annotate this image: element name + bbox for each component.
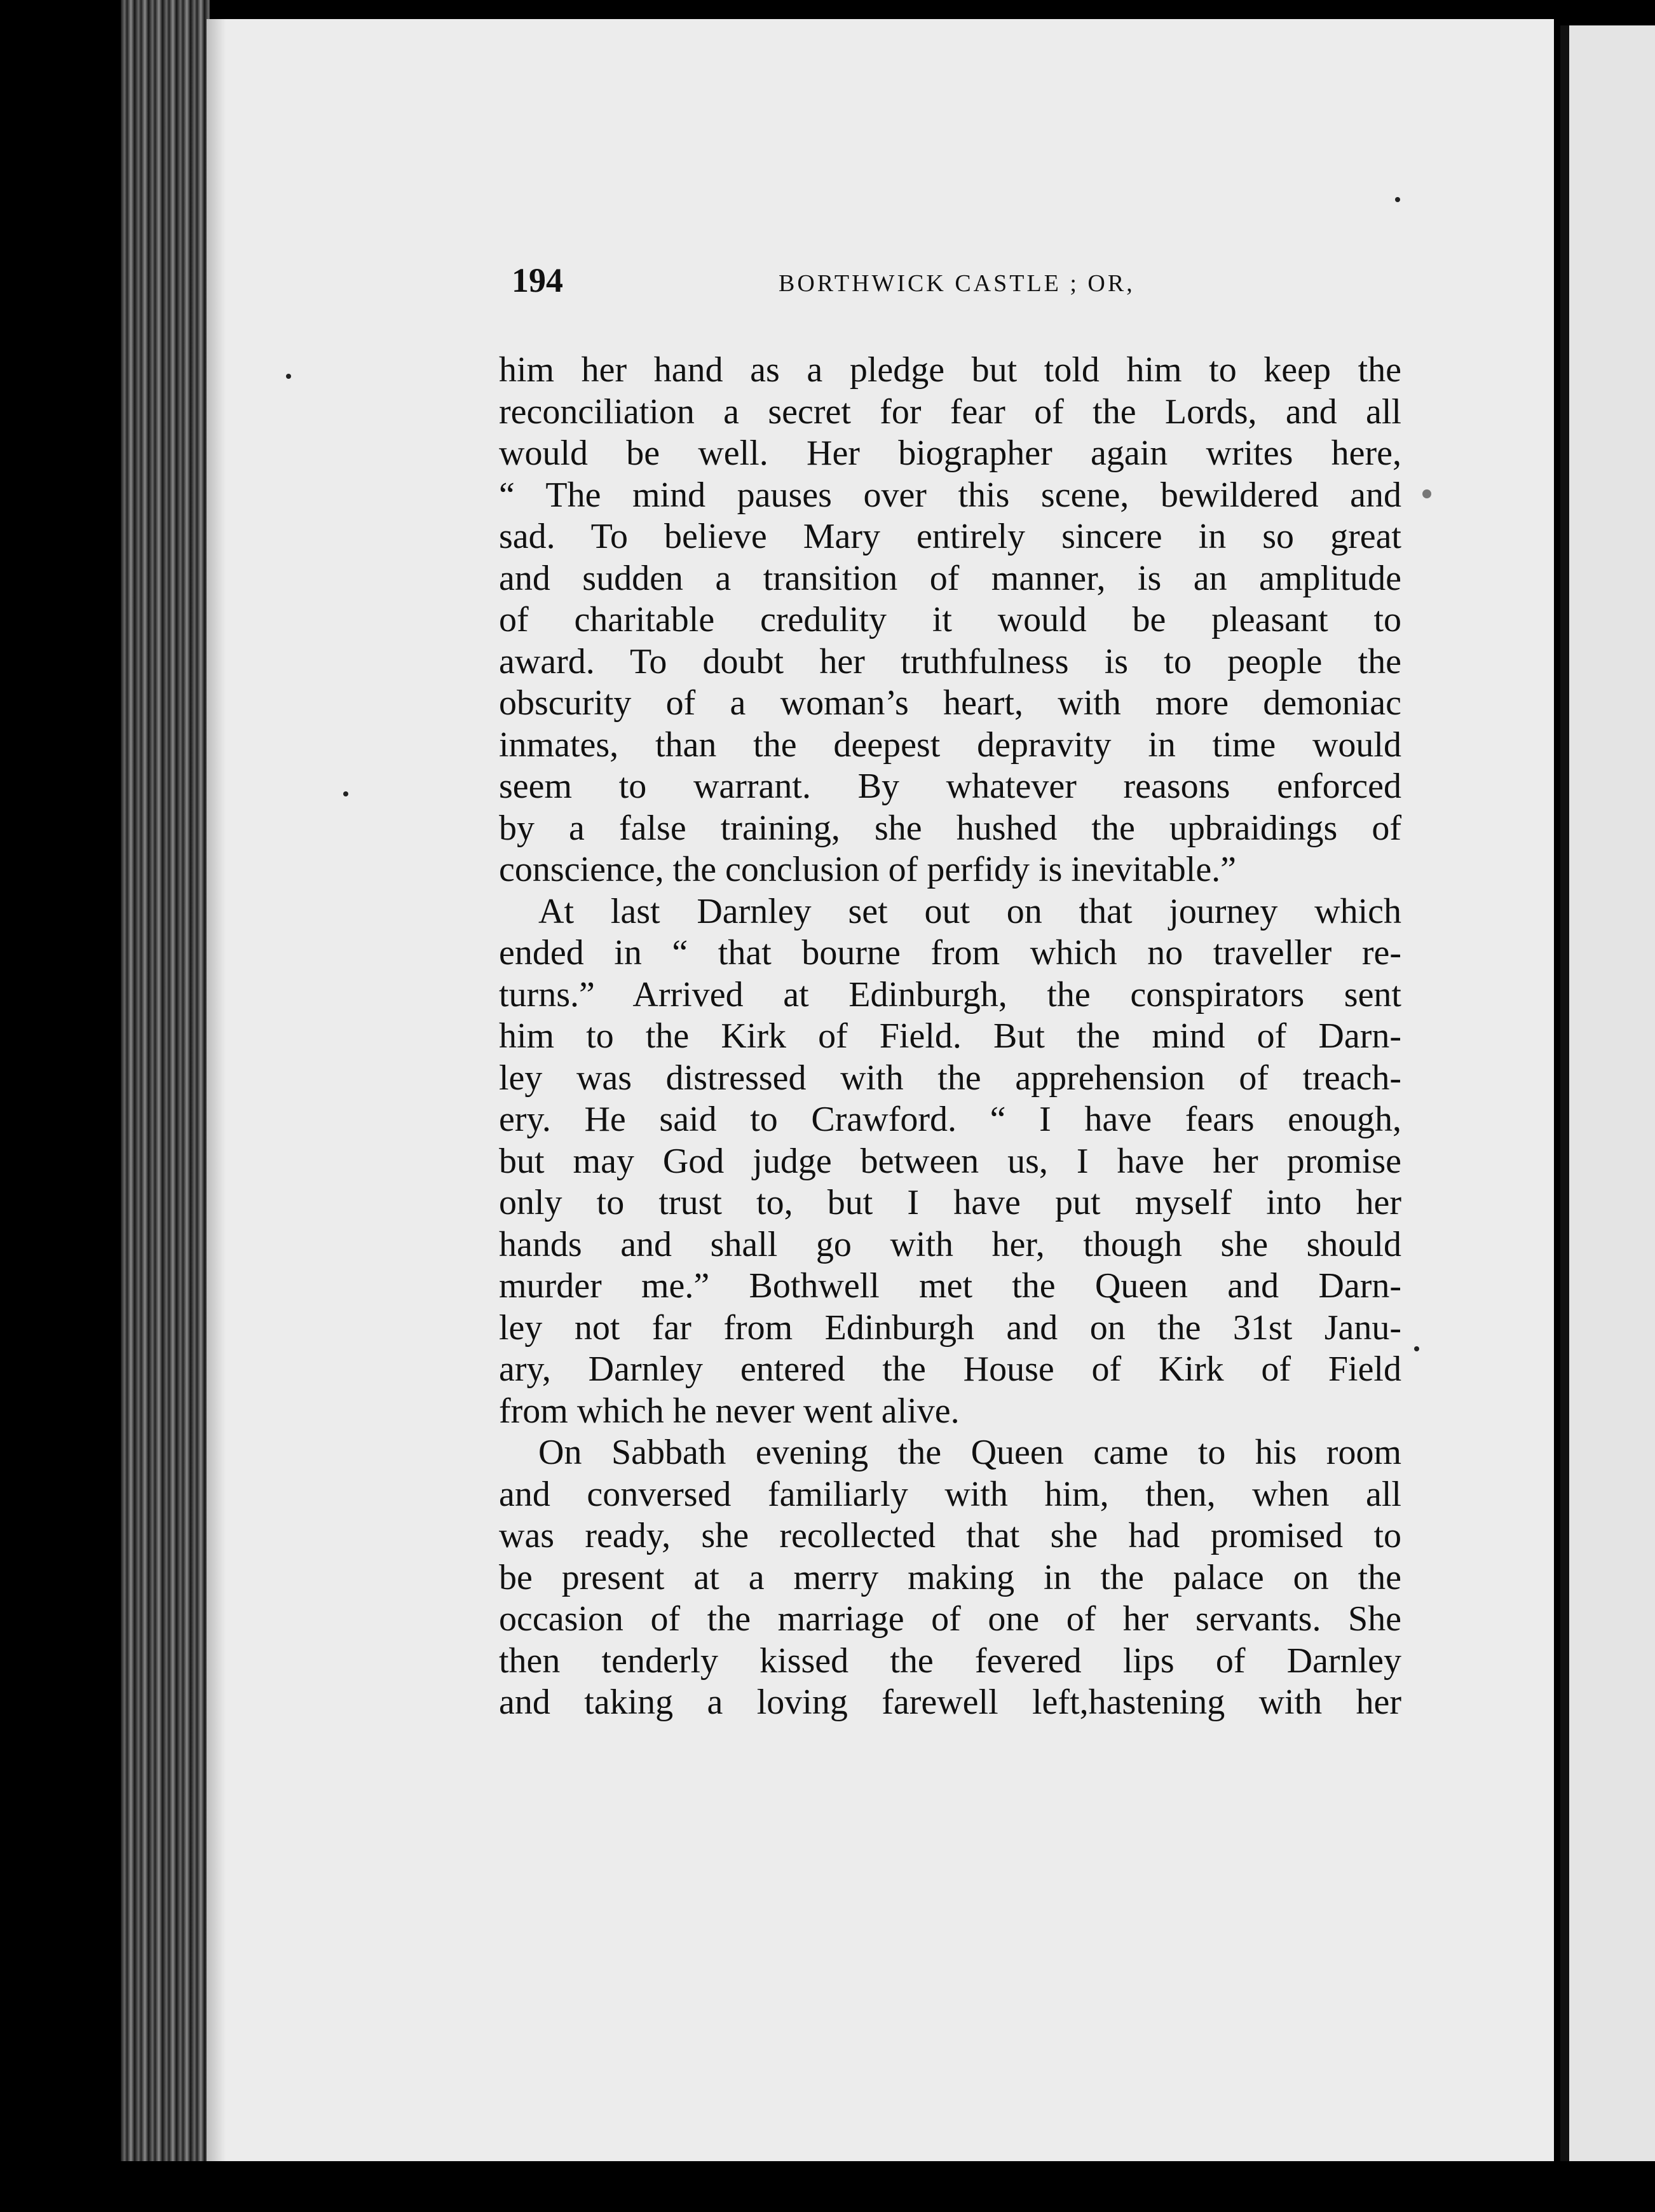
text-line: seem to warrant. By whatever reasons enforced bbox=[499, 767, 1401, 806]
text-line: then tenderly kissed the fevered lips of Darnley bbox=[499, 1641, 1401, 1681]
text-line: him to the Kirk of Field. But the mind of Darn- bbox=[499, 1016, 1401, 1056]
text-line: reconciliation a secret for fear of the Lords, and all bbox=[499, 392, 1401, 432]
body-text bbox=[499, 350, 1401, 1724]
page-number: 194 bbox=[512, 261, 563, 299]
text-line: “ The mind pauses over this scene, bewildered and bbox=[499, 475, 1401, 515]
text-line: be present at a merry making in the palace on the bbox=[499, 1557, 1401, 1597]
text-line: only to trust to, but I have put myself into her bbox=[499, 1183, 1401, 1222]
text-line: and taking a loving farewell left,hastening with her bbox=[499, 1683, 1401, 1722]
text-line: and sudden a transition of manner, is an amplitude bbox=[499, 558, 1401, 598]
print-speck bbox=[1414, 1346, 1419, 1351]
print-speck bbox=[343, 791, 348, 796]
text-line: ery. He said to Crawford. “ I have fears enough, bbox=[499, 1100, 1401, 1139]
text-line: ended in “ that bourne from which no traveller re- bbox=[499, 933, 1401, 973]
text-line: ley was distressed with the apprehension of treach- bbox=[499, 1058, 1401, 1098]
paragraph bbox=[499, 350, 1401, 891]
text-line: would be well. Her biographer again writes here, bbox=[499, 434, 1401, 473]
text-line: award. To doubt her truthfulness is to people the bbox=[499, 641, 1401, 681]
text-line: murder me.” Bothwell met the Queen and Darn- bbox=[499, 1266, 1401, 1306]
text-line: On Sabbath evening the Queen came to his room bbox=[538, 1433, 1401, 1472]
text-line: of charitable credulity it would be pleasant to bbox=[499, 600, 1401, 639]
text-line: hands and shall go with her, though she should bbox=[499, 1224, 1401, 1264]
page-header bbox=[512, 261, 1420, 311]
print-speck bbox=[1422, 489, 1431, 498]
paragraph bbox=[499, 1432, 1401, 1724]
text-line: obscurity of a woman’s heart, with more demoniac bbox=[499, 683, 1401, 723]
text-line: At last Darnley set out on that journey which bbox=[538, 891, 1401, 931]
running-head: BORTHWICK CASTLE ; OR, bbox=[779, 270, 1135, 297]
paragraph bbox=[499, 891, 1401, 1433]
text-line: from which he never went alive. bbox=[499, 1391, 960, 1431]
text-line: was ready, she recollected that she had promised to bbox=[499, 1516, 1401, 1555]
text-line: turns.” Arrived at Edinburgh, the conspirators sent bbox=[499, 974, 1401, 1014]
page-edges bbox=[121, 0, 210, 2161]
text-line: sad. To believe Mary entirely sincere in so great bbox=[499, 517, 1401, 556]
text-line: conscience, the conclusion of perfidy is inevitable.” bbox=[499, 850, 1237, 889]
text-line: ary, Darnley entered the House of Kirk of Field bbox=[499, 1349, 1401, 1389]
text-line: ley not far from Edinburgh and on the 31st Janu- bbox=[499, 1307, 1401, 1348]
text-line: and conversed familiarly with him, then, when all bbox=[499, 1474, 1401, 1514]
print-speck bbox=[1395, 197, 1400, 202]
text-line: occasion of the marriage of one of her servants. She bbox=[499, 1599, 1401, 1639]
gutter-shadow bbox=[207, 19, 226, 2161]
text-line: but may God judge between us, I have her promise bbox=[499, 1141, 1401, 1181]
text-line: him her hand as a pledge but told him to keep the bbox=[499, 350, 1401, 390]
text-line: by a false training, she hushed the upbraidings of bbox=[499, 808, 1401, 848]
print-speck bbox=[286, 374, 291, 379]
text-line: inmates, than the deepest depravity in time would bbox=[499, 725, 1401, 765]
facing-page-edge bbox=[1560, 25, 1655, 2161]
